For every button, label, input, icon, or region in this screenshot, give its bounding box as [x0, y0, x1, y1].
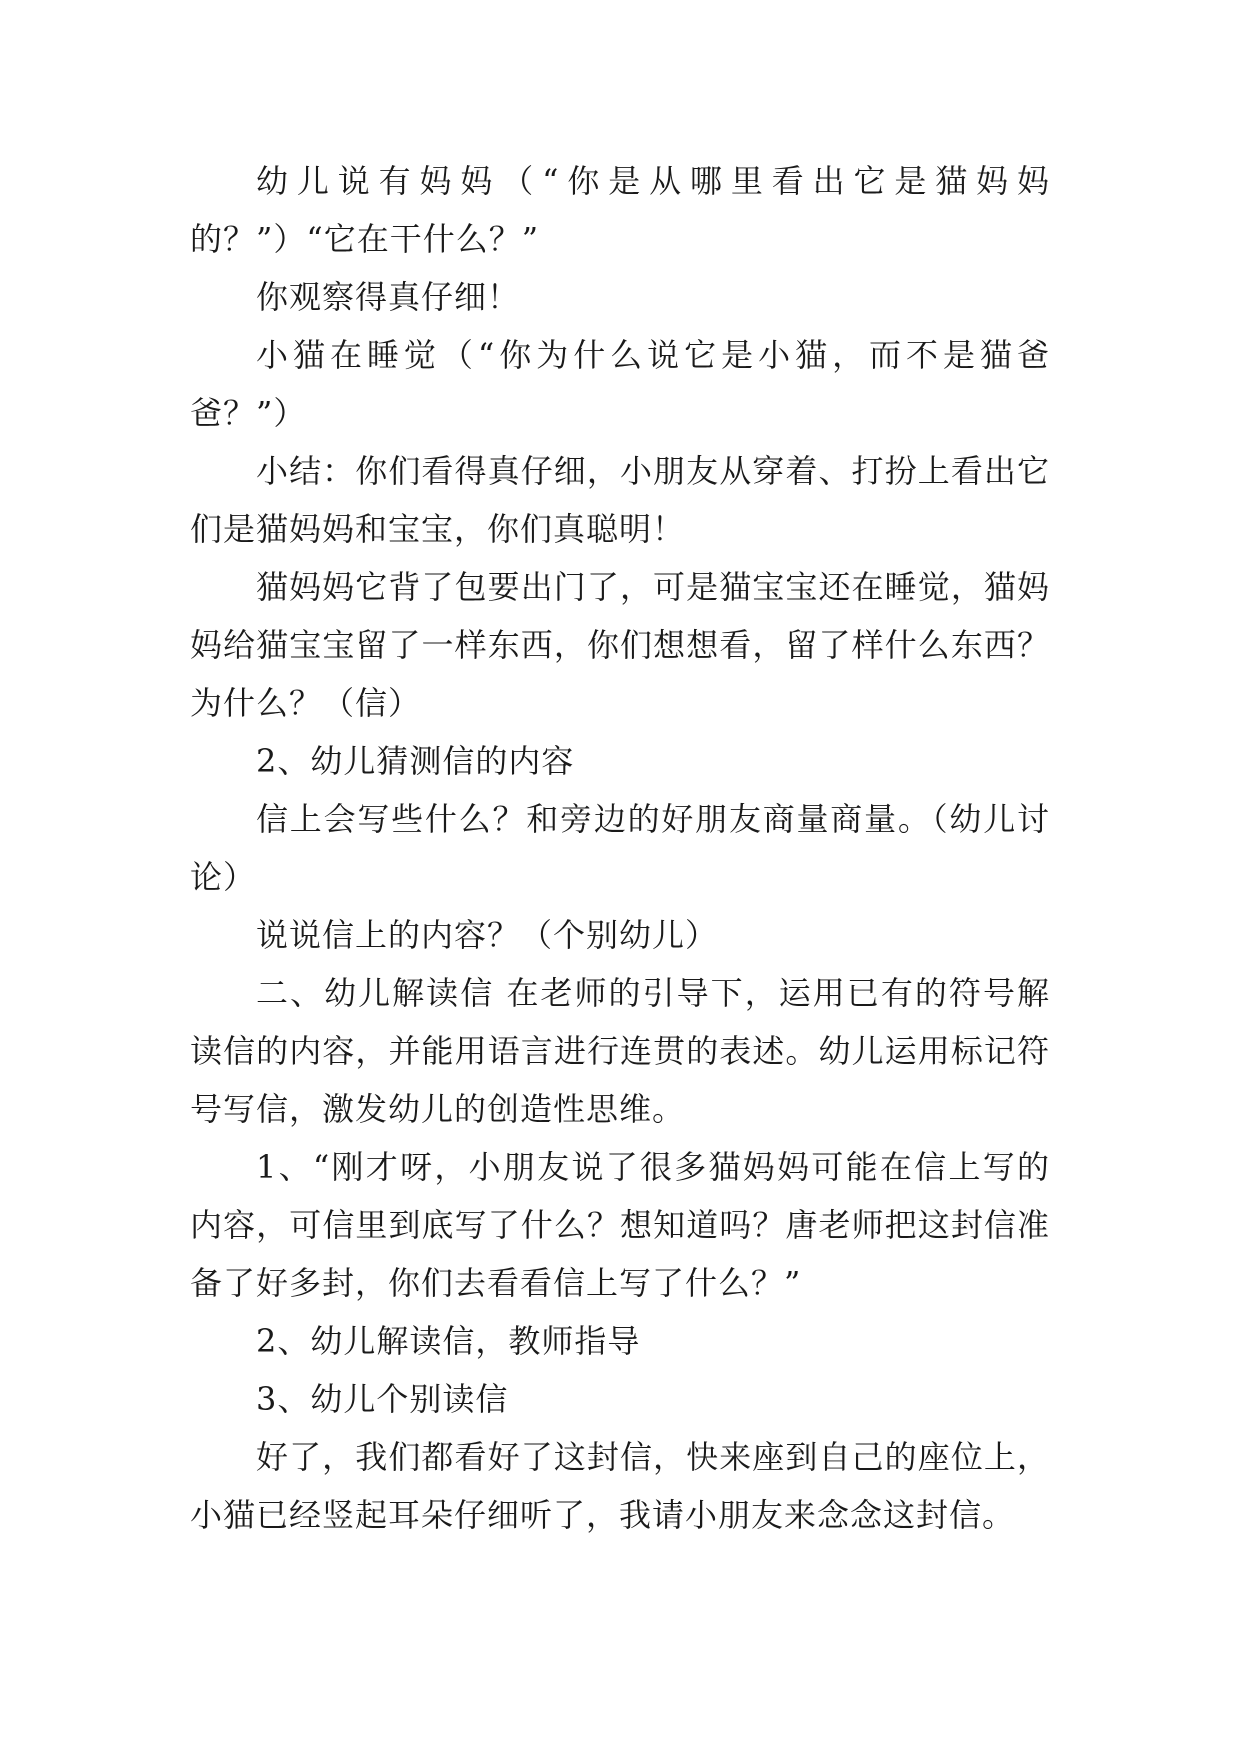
- paragraph-mother-leaves: 猫妈妈它背了包要出门了，可是猫宝宝还在睡觉，猫妈妈给猫宝宝留了一样东西，你们想想看，留了样什么东西？为什么？（信）: [190, 568, 1050, 722]
- paragraph-step-one-quote: 1、“刚才呀，小朋友说了很多猫妈妈可能在信上写的内容，可信里到底写了什么？想知道吗？唐老师把这封信准备了好多封，你们去看看信上写了什么？”: [190, 1148, 1050, 1302]
- paragraph-step-three: 3、幼儿个别读信: [256, 1380, 509, 1418]
- paragraph-kitten-sleeping: 小猫在睡觉（“你为什么说它是小猫，而不是猫爸爸？”）: [190, 336, 1050, 432]
- paragraph-discuss-letter: 信上会写些什么？和旁边的好朋友商量商量。（幼儿讨论）: [190, 800, 1050, 896]
- paragraph-mother-cat-question: 幼儿说有妈妈（“你是从哪里看出它是猫妈妈的？”）“它在干什么？”: [190, 162, 1050, 258]
- paragraph-say-content: 说说信上的内容？（个别幼儿）: [256, 916, 719, 954]
- paragraph-summary: 小结：你们看得真仔细，小朋友从穿着、打扮上看出它们是猫妈妈和宝宝，你们真聪明！: [190, 452, 1050, 548]
- paragraph-closing: 好了，我们都看好了这封信，快来座到自己的座位上，小猫已经竖起耳朵仔细听了，我请小朋友来念念这封信。: [190, 1438, 1050, 1534]
- paragraph-step-guess-letter: 2、幼儿猜测信的内容: [256, 742, 575, 780]
- paragraph-praise-observation: 你观察得真仔细！: [256, 278, 521, 316]
- paragraph-section-two: 二、幼儿解读信 在老师的引导下，运用已有的符号解读信的内容，并能用语言进行连贯的表述。幼儿运用标记符号写信，激发幼儿的创造性思维。: [190, 974, 1050, 1128]
- paragraph-step-two: 2、幼儿解读信，教师指导: [256, 1322, 641, 1360]
- document-body: [190, 152, 1050, 1544]
